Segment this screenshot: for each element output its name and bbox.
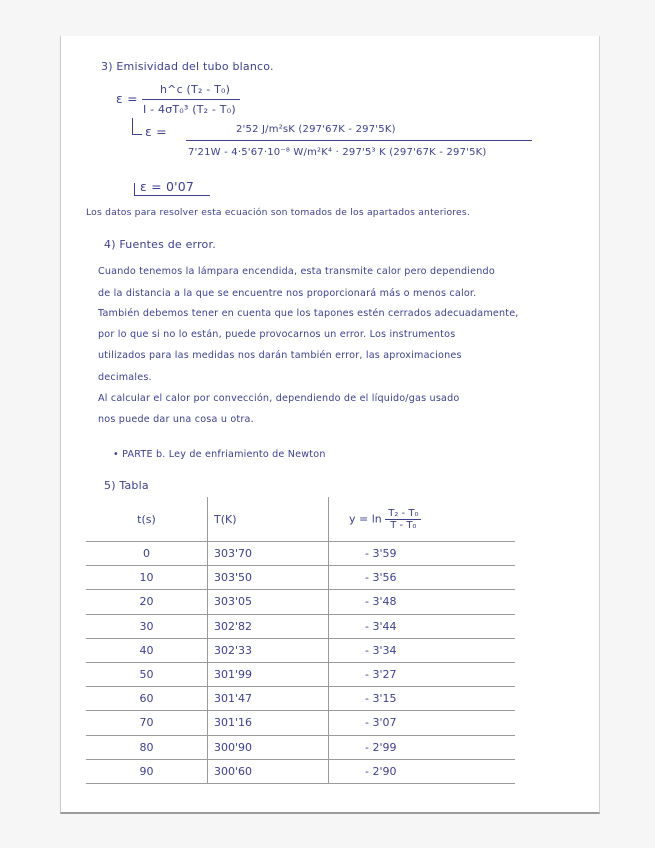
error-sources-line-6: decimales. xyxy=(98,372,152,383)
header-y-numerator: T₂ - T₀ xyxy=(385,508,421,520)
table-row xyxy=(86,662,515,686)
table-row xyxy=(86,735,515,759)
cell-temperature: 303'05 xyxy=(208,590,329,614)
header-temperature: T(K) xyxy=(208,497,329,542)
section-3-heading: 3) Emisividad del tubo blanco. xyxy=(101,60,274,73)
table-row xyxy=(86,638,515,662)
cell-y: - 2'90 xyxy=(365,764,397,778)
cell-temperature: 301'16 xyxy=(208,711,329,735)
error-sources-line-1: Cuando tenemos la lámpara encendida, esta transmite calor pero dependiendo xyxy=(98,266,495,277)
cell-temperature: 302'82 xyxy=(208,614,329,638)
section-3-note: Los datos para resolver esta ecuación son tomados de los apartados anteriores. xyxy=(86,207,471,218)
table-row xyxy=(86,687,515,711)
convection-line-1: Al calcular el calor por convección, dependiendo de el líquido/gas usado xyxy=(98,393,460,404)
header-time: t(s) xyxy=(86,497,208,542)
cell-temperature: 300'60 xyxy=(208,759,329,783)
error-sources-line-2: de la distancia a la que se encuentre nos proporcionará más o menos calor. xyxy=(98,288,477,299)
data-table xyxy=(86,497,515,784)
emissivity-lhs-2: ε = xyxy=(145,124,167,139)
cell-temperature: 302'33 xyxy=(208,638,329,662)
arrow-head xyxy=(132,134,142,135)
cell-temperature: 300'90 xyxy=(208,735,329,759)
header-y xyxy=(329,497,516,542)
result-bracket-left xyxy=(134,183,135,195)
cell-y: - 3'27 xyxy=(365,668,397,682)
table-row xyxy=(86,566,515,590)
cell-time: 30 xyxy=(86,614,208,638)
emissivity-numerator-2: 2'52 J/m²sK (297'67K - 297'5K) xyxy=(236,124,396,135)
header-y-fraction xyxy=(385,508,421,531)
table-row xyxy=(86,590,515,614)
emissivity-numerator: h^c (T₂ - T₀) xyxy=(160,83,231,96)
cell-temperature: 303'50 xyxy=(208,566,329,590)
cell-time: 50 xyxy=(86,662,208,686)
cell-y: - 3'44 xyxy=(365,619,397,633)
cell-time: 80 xyxy=(86,735,208,759)
table-body xyxy=(86,542,515,784)
cell-y: - 2'99 xyxy=(365,740,397,754)
table-row xyxy=(86,614,515,638)
emissivity-denominator-2: 7'21W - 4·5'67·10⁻⁸ W/m²K⁴ · 297'5³ K (297'67K - 297'5K) xyxy=(188,147,487,158)
cell-time: 90 xyxy=(86,759,208,783)
cell-y: - 3'34 xyxy=(365,643,397,657)
section-4-heading: 4) Fuentes de error. xyxy=(104,238,216,251)
cell-time: 10 xyxy=(86,566,208,590)
cell-y: - 3'56 xyxy=(365,571,397,585)
arrow-stem xyxy=(132,118,133,134)
part-b-heading: • PARTE b. Ley de enfriamiento de Newton xyxy=(113,449,326,460)
emissivity-fraction-bar-2 xyxy=(186,140,532,141)
cell-temperature: 301'47 xyxy=(208,687,329,711)
emissivity-fraction-bar xyxy=(142,99,240,100)
cell-time: 0 xyxy=(86,542,208,566)
emissivity-lhs: ε = xyxy=(116,91,138,106)
cell-temperature: 301'99 xyxy=(208,662,329,686)
cell-y: - 3'59 xyxy=(365,547,397,561)
cell-y: - 3'07 xyxy=(365,716,397,730)
cell-y: - 3'48 xyxy=(365,595,397,609)
error-sources-line-3: También debemos tener en cuenta que los tapones estén cerrados adecuadamente, xyxy=(98,308,519,319)
cell-temperature: 303'70 xyxy=(208,542,329,566)
cell-time: 70 xyxy=(86,711,208,735)
cell-time: 20 xyxy=(86,590,208,614)
error-sources-line-4: por lo que si no lo están, puede provocarnos un error. Los instrumentos xyxy=(98,329,456,340)
convection-line-2: nos puede dar una cosa u otra. xyxy=(98,414,254,425)
cell-time: 60 xyxy=(86,687,208,711)
table-header-row xyxy=(86,497,515,542)
cell-time: 40 xyxy=(86,638,208,662)
section-5-heading: 5) Tabla xyxy=(104,479,149,492)
emissivity-result: ε = 0'07 xyxy=(140,179,195,194)
table-row xyxy=(86,711,515,735)
table-row xyxy=(86,542,515,566)
header-y-prefix: y = ln xyxy=(349,512,382,525)
error-sources-line-5: utilizados para las medidas nos darán también error, las aproximaciones xyxy=(98,350,462,361)
emissivity-denominator: I - 4σT₀³ (T₂ - T₀) xyxy=(143,103,236,116)
cell-y: - 3'15 xyxy=(365,692,397,706)
table-row xyxy=(86,759,515,783)
header-y-denominator: T - T₀ xyxy=(390,519,417,531)
result-underline xyxy=(134,195,210,196)
